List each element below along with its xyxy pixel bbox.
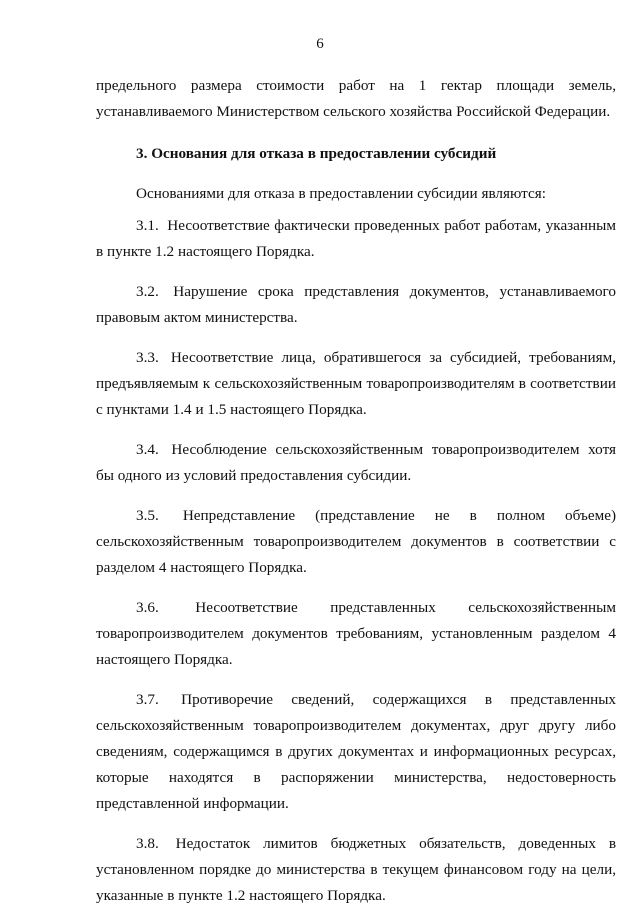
item-number: 3.8. <box>136 835 159 852</box>
list-item <box>96 279 616 331</box>
list-item <box>96 595 616 673</box>
item-text: Несоблюдение сельскохозяйственным товаропроизводителем хотя бы одного из условий предоставления субсидии. <box>96 441 616 484</box>
list-item <box>96 345 616 423</box>
item-text: Нарушение срока представления документов, устанавливаемого правовым актом министерства. <box>96 283 616 326</box>
item-number: 3.7. <box>136 691 159 708</box>
item-text: Несоответствие представленных сельскохозяйственным товаропроизводителем документов требованиям, установленным разделом 4 настоящего Порядка. <box>96 599 617 668</box>
item-text: Несоответствие фактически проведенных работ работам, указанным в пункте 1.2 настоящего Порядка. <box>96 217 616 260</box>
item-number: 3.6. <box>136 599 159 616</box>
item-text: Несоответствие лица, обратившегося за субсидией, требованиям, предъявляемым к сельскохозяйственным товаропроизводителям в соответствии с пунктами 1.4 и 1.5 настоящего Порядка. <box>96 349 617 418</box>
section-title: 3. Основания для отказа в предоставлении субсидий <box>136 145 497 162</box>
item-number: 3.1. <box>136 217 159 234</box>
item-text: Непредставление (представление не в полном объеме) сельскохозяйственным товаропроизводителем документов в соответствии с разделом 4 настоящего Порядка. <box>96 507 616 576</box>
item-number: 3.3. <box>136 349 159 366</box>
list-item <box>96 687 616 817</box>
intro-paragraph: Основаниями для отказа в предоставлении субсидии являются: <box>136 185 546 202</box>
list-item <box>96 437 616 489</box>
item-text: Недостаток лимитов бюджетных обязательств, доведенных в установленном порядке до министерства в текущем финансовом году на цели, указанные в пункте 1.2 настоящего Порядка. <box>96 835 617 904</box>
item-number: 3.5. <box>136 507 159 524</box>
item-number: 3.4. <box>136 441 159 458</box>
item-number: 3.2. <box>136 283 159 300</box>
list-item <box>96 831 616 909</box>
continuation-paragraph: предельного размера стоимости работ на 1 гектар площади земель, устанавливаемого Министерством сельского хозяйства Российской Федерации. <box>96 77 616 120</box>
list-item <box>96 213 616 265</box>
item-text: Противоречие сведений, содержащихся в представленных сельскохозяйственным товаропроизводителем документах, друг другу либо сведениям, содержащимся в других документах и информационных ресурсах, которые находятся в распоряжении министерства, недостоверность представленной информации. <box>96 691 617 812</box>
document-body <box>96 73 616 923</box>
list-item <box>96 503 616 581</box>
page-number: 6 <box>316 36 324 52</box>
